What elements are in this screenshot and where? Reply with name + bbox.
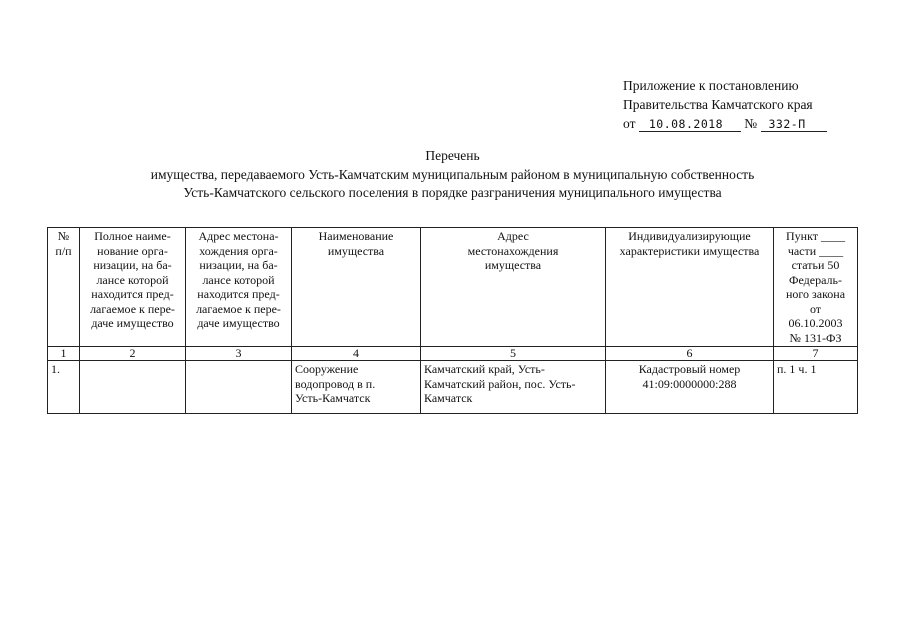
cell-line: 06.10.2003 <box>788 316 843 330</box>
row-characteristics <box>606 361 774 414</box>
cell-line: № <box>57 229 70 243</box>
row-law-clause: п. 1 ч. 1 <box>774 361 858 414</box>
cell-line: лансе которой <box>96 272 169 287</box>
cell-line: характеристики имущества <box>619 243 760 258</box>
header-cell-property-name <box>292 228 421 347</box>
column-number-5: 5 <box>421 347 606 361</box>
cell-line: 41:09:0000000:288 <box>642 376 737 391</box>
header-cell-org-name <box>80 228 186 347</box>
column-number-4: 4 <box>292 347 421 361</box>
cell-line: Камчатск <box>424 391 473 405</box>
document-title <box>0 147 905 203</box>
cell-line: Адрес местона- <box>198 229 279 243</box>
appendix-line-1: Приложение к постановлению <box>623 78 799 93</box>
cell-line: Наименование <box>318 229 394 243</box>
column-number-1: 1 <box>48 347 80 361</box>
cell-line: Федераль- <box>789 272 842 287</box>
cell-line: даче имущество <box>197 316 280 330</box>
table-column-numbers-row <box>48 347 858 361</box>
appendix-line-2: Правительства Камчатского края <box>623 97 813 112</box>
cell-line: хождения орга- <box>199 243 278 258</box>
header-cell-law-clause <box>774 228 858 347</box>
column-number-7: 7 <box>774 347 858 361</box>
column-number-6: 6 <box>606 347 774 361</box>
table-row <box>48 361 858 414</box>
row-property-address <box>421 361 606 414</box>
cell-line: Сооружение <box>295 362 359 376</box>
cell-line: от <box>809 301 822 316</box>
cell-line: низации, на ба- <box>199 258 278 272</box>
appendix-header <box>623 76 883 133</box>
cell-line: даче имущество <box>91 316 174 330</box>
row-number: 1. <box>48 361 80 414</box>
header-cell-characteristics <box>606 228 774 347</box>
header-cell-property-address <box>421 228 606 347</box>
header-cell-number <box>48 228 80 347</box>
title-heading: Перечень <box>425 148 480 163</box>
cell-line: низации, на ба- <box>93 258 172 272</box>
cell-line: Усть-Камчатск <box>295 391 371 405</box>
cell-line: Кадастровый номер <box>638 362 741 376</box>
row-org-name <box>80 361 186 414</box>
column-number-2: 2 <box>80 347 186 361</box>
number-prefix: № <box>744 116 758 131</box>
title-subtitle-line-1: имущества, передаваемого Усть-Камчатским муниципальным районом в муниципальную собственность <box>150 166 755 182</box>
header-cell-org-address <box>186 228 292 347</box>
cell-line: находится пред- <box>197 287 280 301</box>
row-property-name <box>292 361 421 414</box>
number-value: 332-П <box>761 117 827 132</box>
property-table <box>47 227 858 414</box>
cell-line: лагаемое к пере- <box>90 301 175 316</box>
cell-line: части ____ <box>787 243 844 258</box>
date-prefix: от <box>623 116 636 131</box>
row-org-address <box>186 361 292 414</box>
cell-line: Полное наиме- <box>94 229 171 243</box>
cell-line: местонахождения <box>467 243 559 258</box>
cell-line: лагаемое к пере- <box>196 301 281 316</box>
cell-line: Индивидуализирующие <box>628 229 751 243</box>
cell-line: водопровод в п. <box>295 376 376 391</box>
cell-line: нование орга- <box>97 243 168 258</box>
cell-line: Адрес <box>497 229 529 243</box>
cell-line: Пункт ____ <box>785 229 845 243</box>
cell-line: ного закона <box>785 287 846 301</box>
cell-line: имущества <box>484 258 542 272</box>
cell-line: п/п <box>55 243 72 258</box>
appendix-date-number <box>623 114 883 133</box>
date-value: 10.08.2018 <box>639 117 741 132</box>
cell-line: Камчатский край, Усть- <box>424 362 545 376</box>
cell-line: имущества <box>327 243 385 258</box>
cell-line: статьи 50 <box>791 258 840 272</box>
column-number-3: 3 <box>186 347 292 361</box>
cell-line: Камчатский район, пос. Усть- <box>424 376 576 391</box>
cell-line: находится пред- <box>91 287 174 301</box>
title-subtitle-line-2: Усть-Камчатского сельского поселения в порядке разграничения муниципального имущества <box>183 185 722 200</box>
cell-line: лансе которой <box>202 272 275 287</box>
table-header-row <box>48 228 858 347</box>
cell-line: № 131-ФЗ <box>789 330 842 345</box>
